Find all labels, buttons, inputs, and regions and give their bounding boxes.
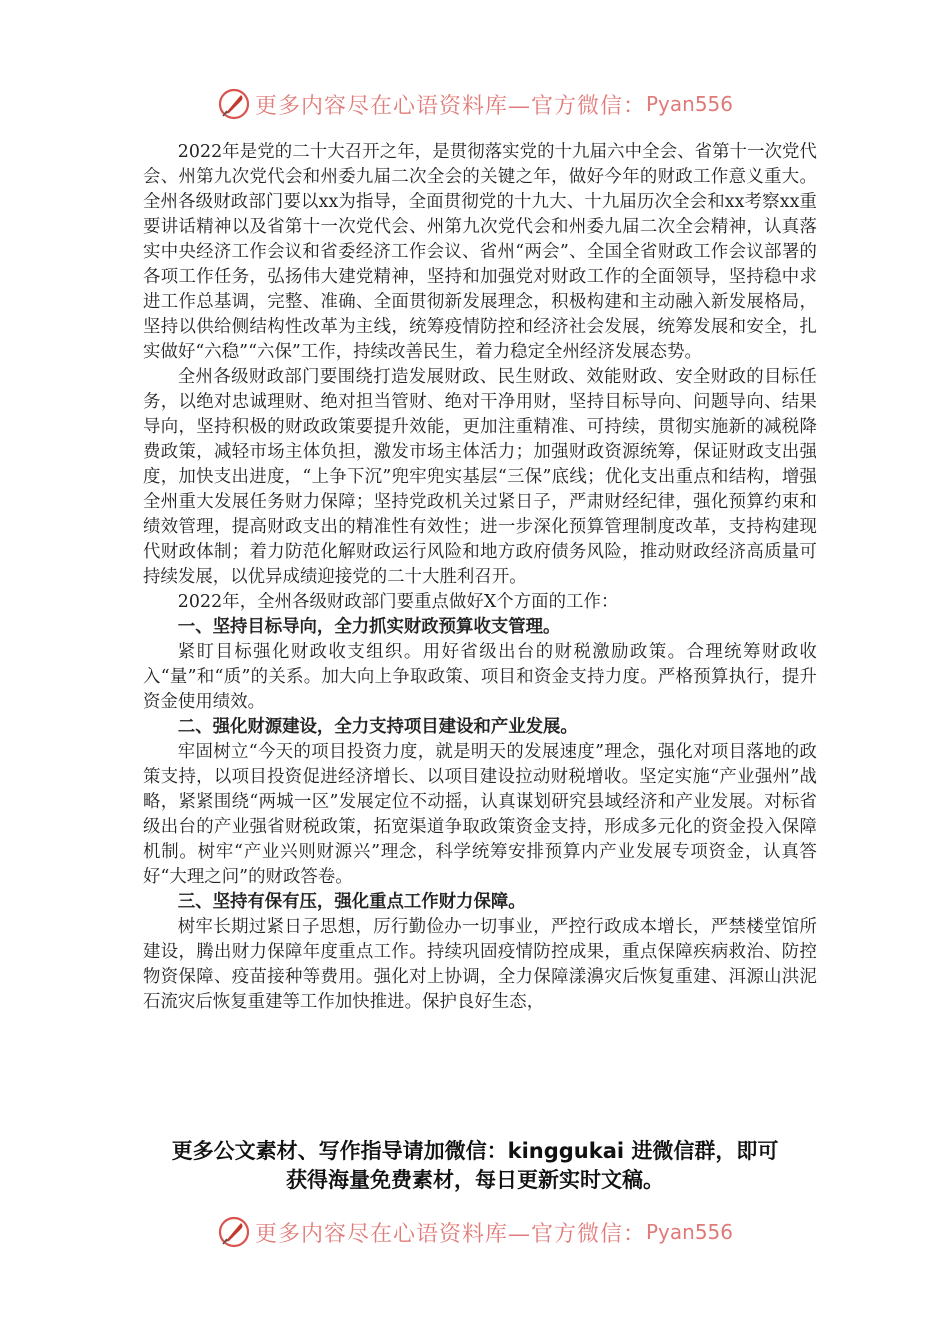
promo-banner	[120, 1137, 830, 1195]
section-heading-3: 三、坚持有保有压，强化重点工作财力保障。	[177, 892, 526, 912]
section-heading-1: 一、坚持目标导向，全力抓实财政预算收支管理。	[177, 617, 561, 637]
watermark-top	[0, 86, 950, 122]
watermark-text: 更多内容尽在心语资料库—官方微信：	[254, 1221, 646, 1247]
watermark-id: Pyan556	[646, 92, 734, 116]
watermark-id: Pyan556	[646, 1220, 734, 1244]
paragraph-tasks-lead: 2022年，全州各级财政部门要重点做好X个方面的工作：	[177, 592, 619, 612]
paragraph-intro: 2022年是党的二十大召开之年，是贯彻落实党的十九届六中全会、省第十一次党代会、州第九次党代会和州委九届二次全会的关键之年，做好今年的财政工作意义重大。全州各级财政部门要以xx为指导，全面贯彻党的十九大、十九届历次全会和xx考察xx重要讲话精神以及省第十一次党代会、州第九次党代会和州委九届二次全会精神，认真落实中央经济工作会议和省委经济工作会议、省州“两会”、全国全省财政工作会议部署的各项工作任务，弘扬伟大建党精神，坚持和加强党对财政工作的全面领导，坚持稳中求进工作总基调，完整、准确、全面贯彻新发展理念，积极构建和主动融入新发展格局，坚持以供给侧结构性改革为主线，统筹疫情防控和经济社会发展，统筹发展和安全，扎实做好“六稳”“六保”工作，持续改善民生，着力稳定全州经济发展态势。	[143, 142, 817, 362]
watermark-bottom	[0, 1214, 950, 1250]
promo-line-1: 更多公文素材、写作指导请加微信：kinggukai 进微信群，即可	[171, 1139, 779, 1163]
quill-logo-icon	[217, 87, 251, 121]
paragraph-section-3: 树牢长期过紧日子思想，厉行勤俭办一切事业，严控行政成本增长，严禁楼堂馆所建设，腾出财力保障年度重点工作。持续巩固疫情防控成果，重点保障疾病救治、防控物资保障、疫苗接种等费用。强化对上协调，全力保障漾濞灾后恢复重建、洱源山洪泥石流灾后恢复重建等工作加快推进。保护良好生态，	[143, 917, 817, 1012]
paragraph-section-1: 紧盯目标强化财政收支组织。用好省级出台的财税激励政策。合理统筹财政收入“量”和“质”的关系。加大向上争取政策、项目和资金支持力度。严格预算执行，提升资金使用绩效。	[143, 642, 817, 712]
section-heading-2: 二、强化财源建设，全力支持项目建设和产业发展。	[177, 717, 578, 737]
document-body	[143, 140, 817, 1015]
paragraph-goals: 全州各级财政部门要围绕打造发展财政、民生财政、效能财政、安全财政的目标任务，以绝对忠诚理财、绝对担当管财、绝对干净用财，坚持目标导向、问题导向、结果导向，坚持积极的财政政策要提升效能，更加注重精准、可持续，贯彻实施新的减税降费政策，减轻市场主体负担，激发市场主体活力；加强财政资源统筹，保证财政支出强度，加快支出进度，“上争下沉”兜牢兜实基层“三保”底线；优化支出重点和结构，增强全州重大发展任务财力保障；坚持党政机关过紧日子，严肃财经纪律，强化预算约束和绩效管理，提高财政支出的精准性有效性；进一步深化预算管理制度改革，支持构建现代财政体制；着力防范化解财政运行风险和地方政府债务风险，推动财政经济高质量可持续发展，以优异成绩迎接党的二十大胜利召开。	[143, 367, 817, 587]
quill-logo-icon	[217, 1215, 251, 1249]
promo-line-2: 获得海量免费素材，每日更新实时文稿。	[286, 1168, 664, 1192]
watermark-text: 更多内容尽在心语资料库—官方微信：	[254, 93, 646, 119]
paragraph-section-2: 牢固树立“今天的项目投资力度，就是明天的发展速度”理念，强化对项目落地的政策支持，以项目投资促进经济增长、以项目建设拉动财税增收。坚定实施“产业强州”战略，紧紧围绕“两城一区”发展定位不动摇，认真谋划研究县域经济和产业发展。对标省级出台的产业强省财税政策，拓宽渠道争取政策资金支持，形成多元化的资金投入保障机制。树牢“产业兴则财源兴”理念，科学统筹安排预算内产业发展专项资金，认真答好“大理之问”的财政答卷。	[143, 742, 817, 887]
